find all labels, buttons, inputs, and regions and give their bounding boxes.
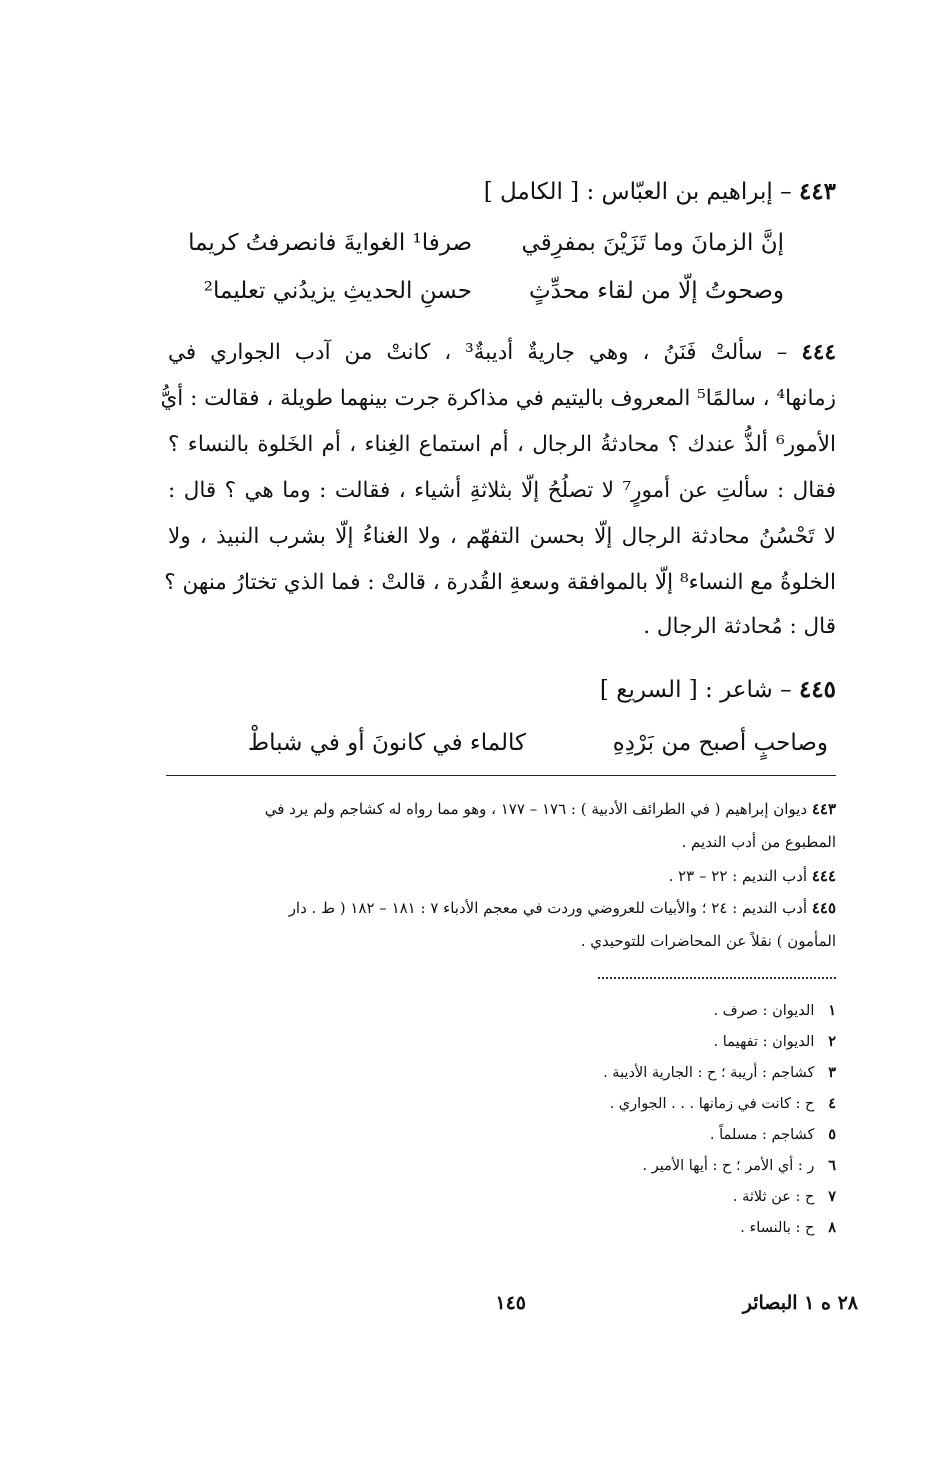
entry-444-line-7: قال : مُحادثة الرجال . [643,614,836,639]
note-6-text: ر : أي الأمر ؛ ح : أيها الأمير . [642,1158,815,1174]
note-4 [610,1095,836,1112]
entry-444-line-1 [168,340,836,365]
note-8-number: ٨ [828,1219,836,1236]
entry-444-line-4: فقال : سألتِ عن أمورٍ⁷ لا تصلُحُ إلّا بثلاثةِ أشياء ، فقالت : وما هي ؟ قال : [168,478,837,503]
note-3-text: كشاجم : أريبة ؛ ح : الجارية الأديبة . [603,1065,815,1081]
verse-445-a: وصاحبٍ أصبح من بَرْدِهِ [612,730,828,756]
verse-443-1b: صرفا¹ الغوايةَ فانصرفتُ كريما [188,230,472,256]
note-6 [642,1157,836,1174]
note-2-number: ٢ [828,1033,836,1050]
entry-444-line-1-text: – سألتْ فَنَنُ ، وهي جاريةٌ أديبةٌ³ ، كانتْ من آدب الجواري في [168,340,788,365]
verse-445-b: كالماء في كانونَ أو في شباطْ [247,730,526,756]
entry-444-line-5: لا تَحْسُنُ محادثة الرجال إلّا بحسن التفهّم ، ولا الغناءُ إلّا بشرب النبيذ ، ولا [168,524,836,549]
note-1-number: ١ [828,1002,836,1019]
verse-443-1a: إنَّ الزمانَ وما تَزَيْنَ بمفرِقي [521,230,784,256]
note-7-text: ح : عن ثلاثة . [732,1189,815,1205]
note-1 [713,1002,836,1019]
note-6-number: ٦ [828,1157,836,1174]
note-8-text: ح : بالنساء . [740,1220,815,1236]
note-4-number: ٤ [828,1095,836,1112]
source-443-text: ديوان إبراهيم ( في الطرائف الأدبية ) : ١٧٦ – ١٧٧ ، وهو مما رواه له كشاجم ولم يرد في [264,800,808,818]
entry-443-number: ٤٤٣ [798,178,836,205]
note-1-text: الديوان : صرف . [713,1003,815,1019]
note-5-number: ٥ [828,1126,836,1143]
page-number: ١٤٥ [495,1292,526,1314]
source-444 [669,867,836,885]
source-444-text: أدب النديم : ٢٢ – ٢٣ . [668,867,808,885]
note-4-text: ح : كانت في زمانها . . . الجواري . [609,1096,815,1112]
entry-445-title: – شاعر : [ السريع ] [599,677,792,703]
source-444-number: ٤٤٤ [811,867,836,885]
source-445-number: ٤٤٥ [811,899,836,917]
note-7-number: ٧ [828,1188,836,1205]
entry-443-heading [484,178,836,205]
source-443 [166,800,836,818]
entry-444-line-6: الخلوةُ مع النساء⁸ إلّا بالموافقة وسعةِ القُدرة ، قالتْ : فما الذي تختارُ منهن ؟ [164,570,836,595]
signature-mark: ٢٨ ه ١ البصائر [742,1292,858,1314]
entry-443-title: – إبراهيم بن العبّاس : [ الكامل ] [483,179,792,205]
verse-443-2b: حسنِ الحديثِ يزيدُني تعليما² [203,278,472,304]
notes-divider [598,977,836,979]
note-2 [714,1033,836,1050]
footnote-divider [166,775,836,776]
entry-445-number: ٤٤٥ [798,676,836,703]
entry-444-line-3: الأمور⁶ ألذُّ عندك ؟ محادثةُ الرجال ، أم استماع الغِناء ، أم الخَلوة بالنساء ؟ [168,432,836,457]
source-445-cont: المأمون ) نقلاً عن المحاضرات للتوحيدي . [580,932,836,950]
verse-443-2a: وصحوتُ إلّا من لقاء محدِّثٍ [529,278,784,304]
note-3 [603,1064,836,1081]
note-5 [710,1126,836,1143]
source-445-text: أدب النديم : ٢٤ ؛ والأبيات للعروضي وردت في معجم الأدباء ٧ : ١٨١ – ١٨٢ ( ط . دار [288,899,808,917]
source-445 [166,899,836,917]
note-8 [740,1219,836,1236]
entry-445-heading [600,676,836,703]
note-2-text: الديوان : تفهيما . [713,1034,815,1050]
source-443-number: ٤٤٣ [811,800,836,818]
note-7 [733,1188,836,1205]
note-3-number: ٣ [828,1064,836,1081]
entry-444-number: ٤٤٤ [801,340,836,365]
source-443-cont: المطبوع من أدب النديم . [681,833,836,851]
entry-444-line-2: زمانها⁴ ، سالمًا⁵ المعروف باليتيم في مذاكرة جرت بينهما طويلة ، فقالت : أيُّ [160,386,836,411]
note-5-text: كشاجم : مسلماً . [709,1127,815,1143]
